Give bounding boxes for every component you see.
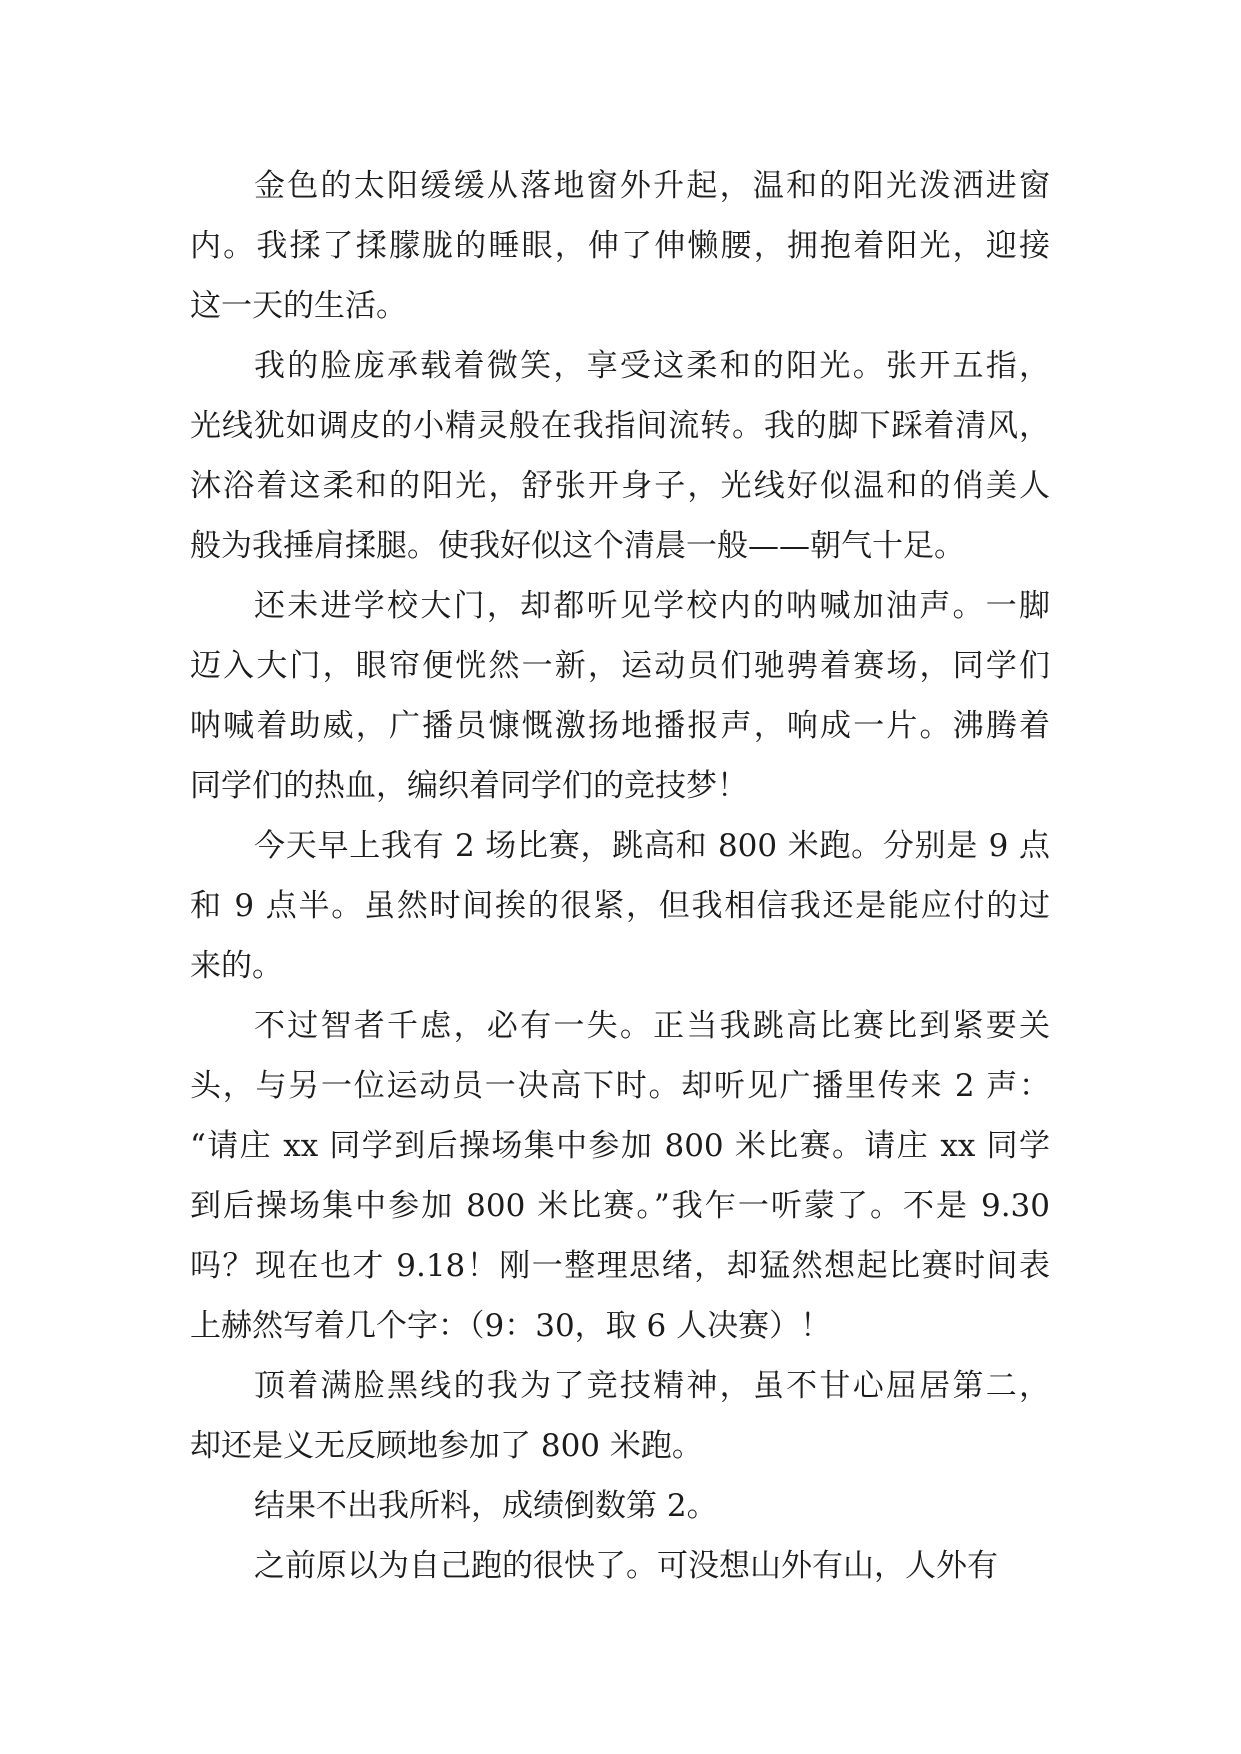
paragraph bbox=[190, 336, 1050, 576]
text-line: 来的。 bbox=[190, 948, 283, 984]
text-line: 结果不出我所料，成绩倒数第 2。 bbox=[254, 1488, 718, 1524]
text-line: 沐浴着这柔和的阳光，舒张开身子，光线好似温和的俏美人 bbox=[190, 468, 1050, 504]
paragraph bbox=[190, 1476, 1050, 1536]
paragraph bbox=[190, 156, 1050, 336]
text-line: 上赫然写着几个字：（9：30，取 6 人决赛）！ bbox=[190, 1308, 832, 1344]
text-line: 还未进学校大门，却都听见学校内的呐喊加油声。一脚 bbox=[254, 588, 1050, 624]
text-line: 和 9 点半。虽然时间挨的很紧，但我相信我还是能应付的过 bbox=[190, 888, 1050, 924]
text-line: 头，与另一位运动员一决高下时。却听见广播里传来 2 声： bbox=[190, 1068, 1050, 1104]
text-line: 到后操场集中参加 800 米比赛。”我乍一听蒙了。不是 9.30 bbox=[190, 1188, 1050, 1224]
text-line: 呐喊着助威，广播员慷慨激扬地播报声，响成一片。沸腾着 bbox=[190, 708, 1050, 744]
text-line: 不过智者千虑，必有一失。正当我跳高比赛比到紧要关 bbox=[254, 1008, 1050, 1044]
document-body bbox=[190, 156, 1050, 1596]
paragraph bbox=[190, 816, 1050, 996]
paragraph bbox=[190, 576, 1050, 816]
paragraph bbox=[190, 1356, 1050, 1476]
text-line: 今天早上我有 2 场比赛，跳高和 800 米跑。分别是 9 点 bbox=[254, 828, 1050, 864]
text-line: 之前原以为自己跑的很快了。可没想山外有山，人外有 bbox=[254, 1548, 998, 1584]
paragraph bbox=[190, 996, 1050, 1356]
text-line: “请庄 xx 同学到后操场集中参加 800 米比赛。请庄 xx 同学 bbox=[190, 1128, 1050, 1164]
text-line: 同学们的热血，编织着同学们的竞技梦！ bbox=[190, 768, 748, 804]
text-line: 金色的太阳缓缓从落地窗外升起，温和的阳光泼洒进窗 bbox=[254, 168, 1050, 204]
text-line: 吗？现在也才 9.18！刚一整理思绪，却猛然想起比赛时间表 bbox=[190, 1248, 1050, 1284]
text-line: 迈入大门，眼帘便恍然一新，运动员们驰骋着赛场，同学们 bbox=[190, 648, 1050, 684]
text-line: 这一天的生活。 bbox=[190, 288, 407, 324]
text-line: 光线犹如调皮的小精灵般在我指间流转。我的脚下踩着清风， bbox=[190, 408, 1050, 444]
text-line: 顶着满脸黑线的我为了竞技精神，虽不甘心屈居第二， bbox=[254, 1368, 1050, 1404]
text-line: 内。我揉了揉朦胧的睡眼，伸了伸懒腰，拥抱着阳光，迎接 bbox=[190, 228, 1050, 264]
text-line: 我的脸庞承载着微笑，享受这柔和的阳光。张开五指， bbox=[254, 348, 1050, 384]
paragraph bbox=[190, 1536, 1050, 1596]
text-line: 般为我捶肩揉腿。使我好似这个清晨一般——朝气十足。 bbox=[190, 528, 965, 564]
text-line: 却还是义无反顾地参加了 800 米跑。 bbox=[190, 1428, 703, 1464]
